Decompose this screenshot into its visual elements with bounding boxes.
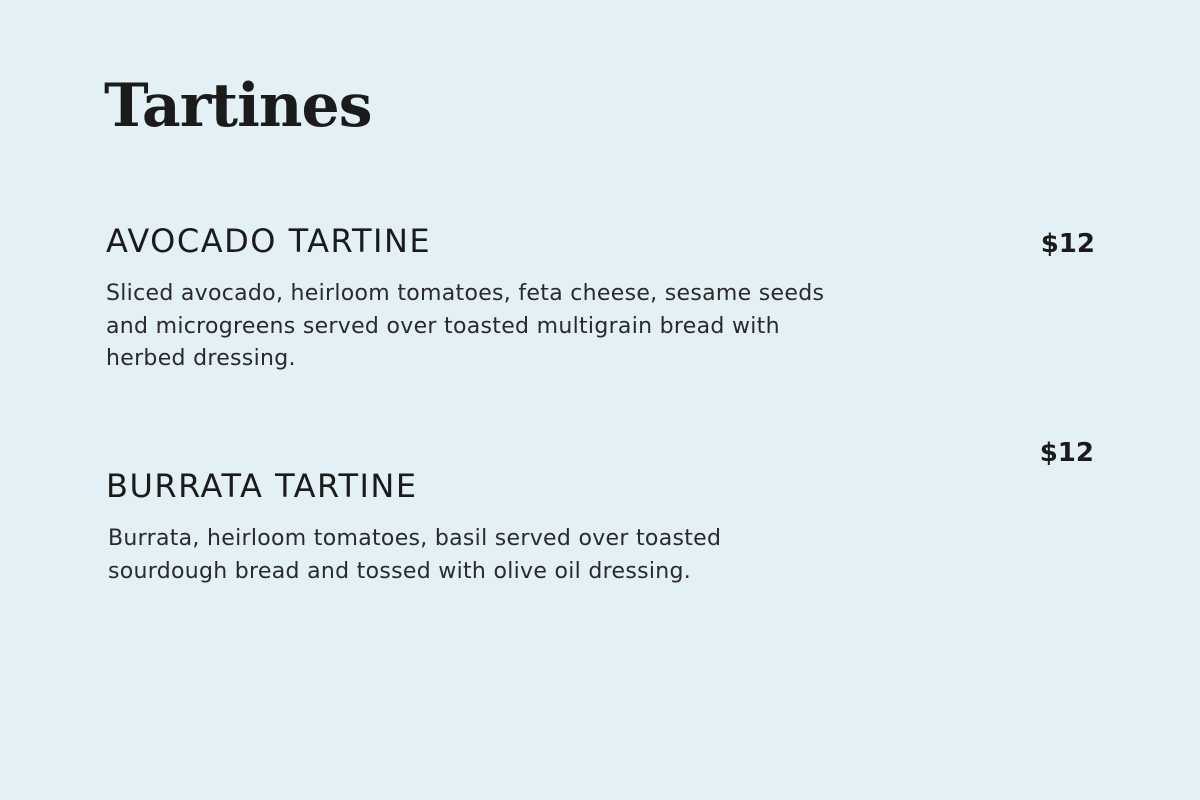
section-title: Tartines xyxy=(104,71,372,141)
menu-item-description: Burrata, heirloom tomatoes, basil served over toasted sourdough bread and tossed with olive oil dressing. xyxy=(108,526,722,584)
menu-item-description: Sliced avocado, heirloom tomatoes, feta cheese, sesame seeds and microgreens served over toasted multigrain bread with herbed dressing. xyxy=(106,281,825,371)
menu-item-name: BURRATA TARTINE xyxy=(106,467,418,505)
menu-item-price: $12 xyxy=(1040,229,1095,259)
menu-item-price: $12 xyxy=(1039,438,1094,468)
menu-item-name: AVOCADO TARTINE xyxy=(106,222,432,260)
